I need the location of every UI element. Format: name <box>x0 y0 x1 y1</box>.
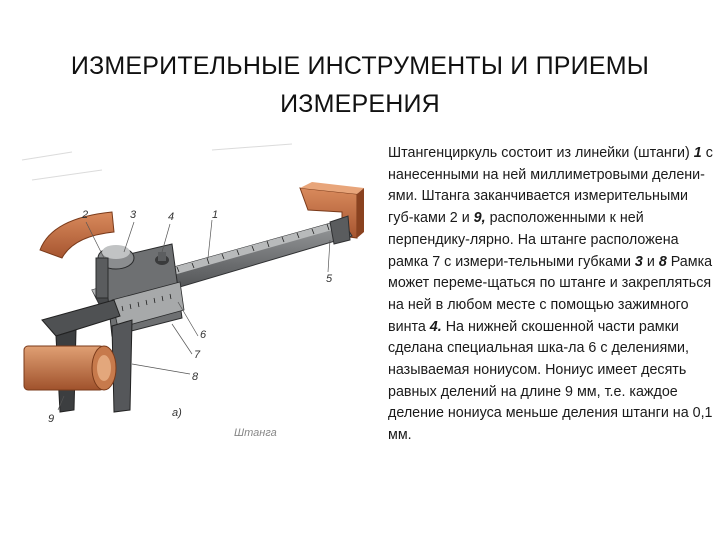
callout-7: 7 <box>194 349 201 361</box>
caliper-drawing <box>12 140 372 440</box>
lower-wood-cylinder <box>24 346 116 390</box>
text-segment: и <box>642 253 659 270</box>
callout-8: 8 <box>192 371 199 383</box>
callout-4: 4 <box>168 211 175 223</box>
title-line-1: ИЗМЕРИТЕЛЬНЫЕ ИНСТРУМЕНТЫ И ПРИЕМЫ <box>70 51 650 80</box>
callout-1: 1 <box>212 209 219 221</box>
callout-9: 9 <box>48 413 55 425</box>
text-ref-8: 8 <box>658 253 667 270</box>
slide-title <box>20 47 700 123</box>
text-segment: с нанесенными на ней миллиметровыми делени-ями. Штанга заканчивается измерительными губ-ками 2 и <box>388 145 713 227</box>
callout-3: 3 <box>130 209 137 221</box>
text-ref-4: 4. <box>429 318 442 335</box>
caliper-illustration <box>12 140 372 440</box>
panel-label: а) <box>172 407 182 419</box>
text-segment: расположенными к ней перпендику-лярно. На штанге расположена рамка 7 с измери-тельными губками <box>388 210 679 270</box>
text-ref-3: 3 <box>634 253 643 270</box>
text-segment: На нижней скошенной части рамки сделана специальная шка-ла 6 с делениями, называемая нониусом. Нониус имеет десять равных делений на длине 9 мм, т.е. каждое деление нониуса меньше деления штанги на 0,1 мм. <box>388 318 713 444</box>
callout-6: 6 <box>200 329 207 341</box>
text-segment: Штангенциркуль состоит из линейки (штанги) <box>388 145 694 161</box>
text-ref-1: 1 <box>693 145 702 161</box>
title-line-2: ИЗМЕРЕНИЯ <box>280 89 440 118</box>
description-paragraph <box>388 143 714 447</box>
text-ref-9: 9, <box>473 210 486 227</box>
callout-2: 2 <box>82 209 89 221</box>
text-segment: Рамка может переме-щаться по штанге и закрепляться на ней в любом месте с помощью зажимного винта <box>388 253 713 335</box>
faint-caption: Штанга <box>234 427 277 439</box>
callout-5: 5 <box>326 273 333 285</box>
background-hatch <box>22 144 292 180</box>
